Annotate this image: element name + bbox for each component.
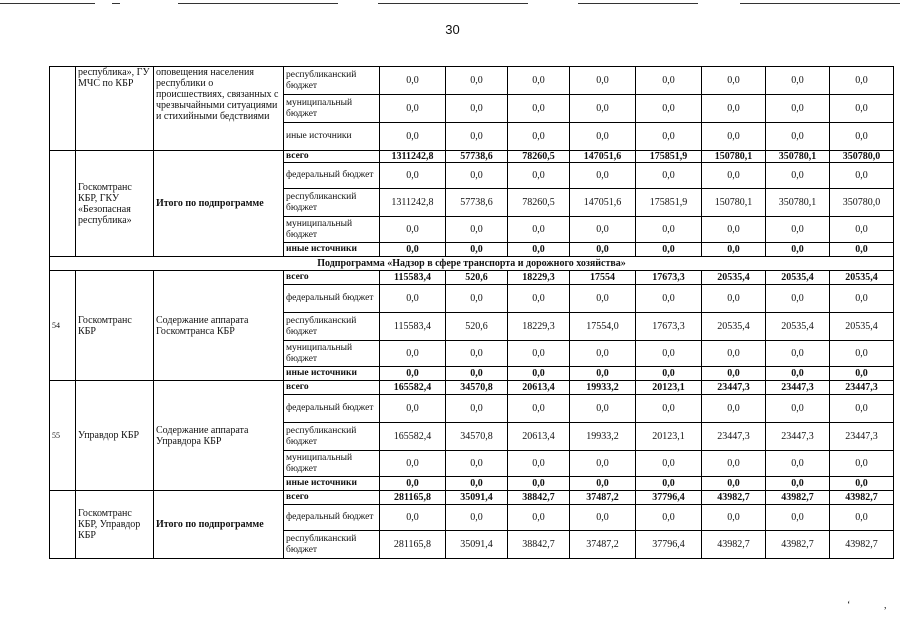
value-cell: 34570,8 (446, 381, 508, 395)
value-cell: 0,0 (508, 217, 570, 243)
value-cell: 0,0 (766, 67, 830, 95)
row-number: 54 (50, 271, 76, 381)
funding-source: федеральный бюджет (284, 285, 380, 313)
section-row (50, 257, 894, 271)
value-cell: 0,0 (570, 285, 636, 313)
value-cell: 0,0 (702, 477, 766, 491)
value-cell: 0,0 (702, 95, 766, 123)
value-cell: 350780,1 (766, 189, 830, 217)
value-cell: 38842,7 (508, 491, 570, 505)
value-cell: 78260,5 (508, 151, 570, 163)
table-row (50, 67, 894, 95)
value-cell: 0,0 (702, 395, 766, 423)
value-cell: 0,0 (508, 451, 570, 477)
funding-source: республиканский бюджет (284, 531, 380, 559)
value-cell: 0,0 (766, 367, 830, 381)
value-cell: 37487,2 (570, 491, 636, 505)
value-cell: 0,0 (446, 67, 508, 95)
value-cell: 0,0 (766, 477, 830, 491)
value-cell: 57738,6 (446, 151, 508, 163)
value-cell: 350780,0 (830, 189, 894, 217)
value-cell: 38842,7 (508, 531, 570, 559)
value-cell: 20535,4 (766, 313, 830, 341)
funding-source: федеральный бюджет (284, 163, 380, 189)
value-cell: 0,0 (446, 217, 508, 243)
value-cell: 34570,8 (446, 423, 508, 451)
value-cell: 0,0 (766, 123, 830, 151)
funding-source: муниципальный бюджет (284, 95, 380, 123)
table-row (50, 491, 894, 505)
value-cell: 0,0 (766, 505, 830, 531)
funding-source: муниципальный бюджет (284, 451, 380, 477)
value-cell: 35091,4 (446, 491, 508, 505)
value-cell: 57738,6 (446, 189, 508, 217)
value-cell: 0,0 (380, 285, 446, 313)
scan-mark: ‘ (847, 600, 851, 611)
funding-source: республиканский бюджет (284, 313, 380, 341)
funding-source: республиканский бюджет (284, 423, 380, 451)
value-cell: 0,0 (570, 243, 636, 257)
value-cell: 0,0 (508, 243, 570, 257)
value-cell: 37796,4 (636, 491, 702, 505)
value-cell: 20613,4 (508, 381, 570, 395)
value-cell: 0,0 (636, 67, 702, 95)
value-cell: 23447,3 (830, 423, 894, 451)
activity-cell: Итого по подпрограмме (154, 151, 284, 257)
value-cell: 0,0 (508, 95, 570, 123)
value-cell: 0,0 (380, 477, 446, 491)
table-row (50, 381, 894, 395)
value-cell: 0,0 (446, 285, 508, 313)
value-cell: 0,0 (380, 243, 446, 257)
value-cell: 23447,3 (830, 381, 894, 395)
value-cell: 0,0 (380, 67, 446, 95)
value-cell: 20123,1 (636, 423, 702, 451)
value-cell: 0,0 (702, 451, 766, 477)
value-cell: 0,0 (636, 95, 702, 123)
value-cell: 0,0 (636, 243, 702, 257)
value-cell: 0,0 (508, 395, 570, 423)
value-cell: 0,0 (508, 505, 570, 531)
value-cell: 350780,0 (830, 151, 894, 163)
value-cell: 0,0 (636, 395, 702, 423)
value-cell: 19933,2 (570, 381, 636, 395)
funding-source: всего (284, 381, 380, 395)
value-cell: 43982,7 (766, 531, 830, 559)
scan-top-line (578, 3, 698, 4)
value-cell: 0,0 (830, 451, 894, 477)
activity-cell: оповещения населения республики о происшествиях, связанных с чрезвычайными ситуациями и стихийными бедствиями (154, 67, 284, 151)
scan-top-line (0, 3, 95, 4)
value-cell: 0,0 (508, 477, 570, 491)
row-number: 55 (50, 381, 76, 491)
value-cell: 43982,7 (702, 491, 766, 505)
value-cell: 0,0 (636, 505, 702, 531)
value-cell: 0,0 (508, 163, 570, 189)
value-cell: 0,0 (830, 395, 894, 423)
value-cell: 20535,4 (702, 313, 766, 341)
row-number (50, 67, 76, 151)
value-cell: 115583,4 (380, 313, 446, 341)
value-cell: 0,0 (508, 123, 570, 151)
activity-cell: Итого по подпрограмме (154, 491, 284, 559)
budget-table (49, 66, 894, 559)
value-cell: 0,0 (702, 67, 766, 95)
value-cell: 0,0 (636, 367, 702, 381)
scan-top-line (740, 3, 900, 4)
scan-mark: , (884, 600, 887, 611)
table-row (50, 151, 894, 163)
value-cell: 0,0 (446, 367, 508, 381)
executor-cell: Госкомтранс КБР, Управдор КБР (76, 491, 154, 559)
value-cell: 43982,7 (830, 491, 894, 505)
executor-cell: республика», ГУ МЧС по КБР (76, 67, 154, 151)
value-cell: 0,0 (702, 217, 766, 243)
value-cell: 0,0 (830, 217, 894, 243)
funding-source: иные источники (284, 477, 380, 491)
value-cell: 0,0 (446, 395, 508, 423)
value-cell: 0,0 (830, 163, 894, 189)
value-cell: 281165,8 (380, 531, 446, 559)
value-cell: 0,0 (702, 341, 766, 367)
value-cell: 1311242,8 (380, 189, 446, 217)
value-cell: 0,0 (636, 285, 702, 313)
value-cell: 0,0 (766, 243, 830, 257)
value-cell: 1311242,8 (380, 151, 446, 163)
value-cell: 0,0 (830, 341, 894, 367)
value-cell: 0,0 (830, 367, 894, 381)
scan-top-line (112, 3, 120, 4)
value-cell: 0,0 (570, 95, 636, 123)
funding-source: иные источники (284, 367, 380, 381)
value-cell: 0,0 (380, 163, 446, 189)
value-cell: 0,0 (636, 341, 702, 367)
value-cell: 165582,4 (380, 423, 446, 451)
value-cell: 0,0 (446, 95, 508, 123)
activity-cell: Содержание аппарата Управдора КБР (154, 381, 284, 491)
executor-cell: Управдор КБР (76, 381, 154, 491)
value-cell: 0,0 (702, 505, 766, 531)
row-number (50, 151, 76, 257)
value-cell: 19933,2 (570, 423, 636, 451)
value-cell: 175851,9 (636, 151, 702, 163)
value-cell: 0,0 (766, 163, 830, 189)
value-cell: 0,0 (636, 123, 702, 151)
value-cell: 0,0 (570, 477, 636, 491)
value-cell: 0,0 (830, 477, 894, 491)
value-cell: 0,0 (570, 367, 636, 381)
value-cell: 0,0 (636, 477, 702, 491)
value-cell: 0,0 (446, 477, 508, 491)
value-cell: 0,0 (508, 367, 570, 381)
value-cell: 165582,4 (380, 381, 446, 395)
value-cell: 0,0 (380, 395, 446, 423)
value-cell: 0,0 (830, 95, 894, 123)
value-cell: 350780,1 (766, 151, 830, 163)
value-cell: 0,0 (570, 123, 636, 151)
value-cell: 43982,7 (766, 491, 830, 505)
value-cell: 0,0 (380, 341, 446, 367)
value-cell: 37796,4 (636, 531, 702, 559)
value-cell: 0,0 (380, 217, 446, 243)
value-cell: 0,0 (702, 285, 766, 313)
value-cell: 0,0 (830, 505, 894, 531)
funding-source: муниципальный бюджет (284, 217, 380, 243)
value-cell: 0,0 (766, 285, 830, 313)
value-cell: 20535,4 (702, 271, 766, 285)
value-cell: 0,0 (380, 123, 446, 151)
value-cell: 43982,7 (702, 531, 766, 559)
value-cell: 115583,4 (380, 271, 446, 285)
value-cell: 78260,5 (508, 189, 570, 217)
value-cell: 23447,3 (766, 381, 830, 395)
table-row (50, 271, 894, 285)
value-cell: 0,0 (830, 67, 894, 95)
funding-source: иные источники (284, 123, 380, 151)
value-cell: 0,0 (380, 451, 446, 477)
value-cell: 23447,3 (702, 381, 766, 395)
value-cell: 35091,4 (446, 531, 508, 559)
value-cell: 0,0 (380, 505, 446, 531)
value-cell: 20535,4 (830, 313, 894, 341)
value-cell: 0,0 (570, 341, 636, 367)
value-cell: 520,6 (446, 271, 508, 285)
value-cell: 0,0 (766, 341, 830, 367)
value-cell: 17554 (570, 271, 636, 285)
value-cell: 0,0 (380, 367, 446, 381)
value-cell: 17673,3 (636, 271, 702, 285)
page-number: 30 (445, 22, 460, 37)
value-cell: 0,0 (508, 341, 570, 367)
section-title: Подпрограмма «Надзор в сфере транспорта и дорожного хозяйства» (50, 257, 894, 271)
value-cell: 0,0 (830, 285, 894, 313)
value-cell: 0,0 (508, 67, 570, 95)
value-cell: 17673,3 (636, 313, 702, 341)
table-body (50, 67, 894, 559)
value-cell: 0,0 (380, 95, 446, 123)
value-cell: 0,0 (446, 163, 508, 189)
executor-cell: Госкомтранс КБР (76, 271, 154, 381)
value-cell: 0,0 (636, 451, 702, 477)
value-cell: 147051,6 (570, 189, 636, 217)
value-cell: 0,0 (570, 67, 636, 95)
value-cell: 0,0 (702, 243, 766, 257)
funding-source: федеральный бюджет (284, 395, 380, 423)
value-cell: 0,0 (570, 451, 636, 477)
funding-source: республиканский бюджет (284, 67, 380, 95)
value-cell: 175851,9 (636, 189, 702, 217)
value-cell: 23447,3 (702, 423, 766, 451)
value-cell: 37487,2 (570, 531, 636, 559)
value-cell: 0,0 (766, 451, 830, 477)
value-cell: 0,0 (830, 243, 894, 257)
value-cell: 0,0 (446, 341, 508, 367)
row-number (50, 491, 76, 559)
value-cell: 150780,1 (702, 189, 766, 217)
value-cell: 0,0 (570, 505, 636, 531)
scan-top-line (178, 3, 338, 4)
value-cell: 150780,1 (702, 151, 766, 163)
value-cell: 18229,3 (508, 313, 570, 341)
value-cell: 281165,8 (380, 491, 446, 505)
value-cell: 147051,6 (570, 151, 636, 163)
funding-source: всего (284, 271, 380, 285)
value-cell: 20613,4 (508, 423, 570, 451)
value-cell: 0,0 (702, 123, 766, 151)
value-cell: 0,0 (702, 367, 766, 381)
funding-source: федеральный бюджет (284, 505, 380, 531)
value-cell: 0,0 (570, 163, 636, 189)
value-cell: 0,0 (570, 395, 636, 423)
funding-source: всего (284, 151, 380, 163)
funding-source: иные источники (284, 243, 380, 257)
value-cell: 0,0 (446, 505, 508, 531)
value-cell: 0,0 (766, 217, 830, 243)
value-cell: 0,0 (830, 123, 894, 151)
value-cell: 0,0 (508, 285, 570, 313)
value-cell: 0,0 (446, 123, 508, 151)
funding-source: муниципальный бюджет (284, 341, 380, 367)
value-cell: 0,0 (446, 451, 508, 477)
value-cell: 0,0 (636, 163, 702, 189)
value-cell: 20123,1 (636, 381, 702, 395)
activity-cell: Содержание аппарата Госкомтранса КБР (154, 271, 284, 381)
value-cell: 0,0 (446, 243, 508, 257)
funding-source: республиканский бюджет (284, 189, 380, 217)
executor-cell: Госкомтранс КБР, ГКУ «Безопасная республика» (76, 151, 154, 257)
value-cell: 18229,3 (508, 271, 570, 285)
value-cell: 20535,4 (830, 271, 894, 285)
funding-source: всего (284, 491, 380, 505)
value-cell: 23447,3 (766, 423, 830, 451)
value-cell: 0,0 (766, 95, 830, 123)
value-cell: 520,6 (446, 313, 508, 341)
value-cell: 0,0 (570, 217, 636, 243)
value-cell: 43982,7 (830, 531, 894, 559)
value-cell: 0,0 (636, 217, 702, 243)
value-cell: 20535,4 (766, 271, 830, 285)
value-cell: 17554,0 (570, 313, 636, 341)
scan-top-line (378, 3, 528, 4)
value-cell: 0,0 (702, 163, 766, 189)
value-cell: 0,0 (766, 395, 830, 423)
